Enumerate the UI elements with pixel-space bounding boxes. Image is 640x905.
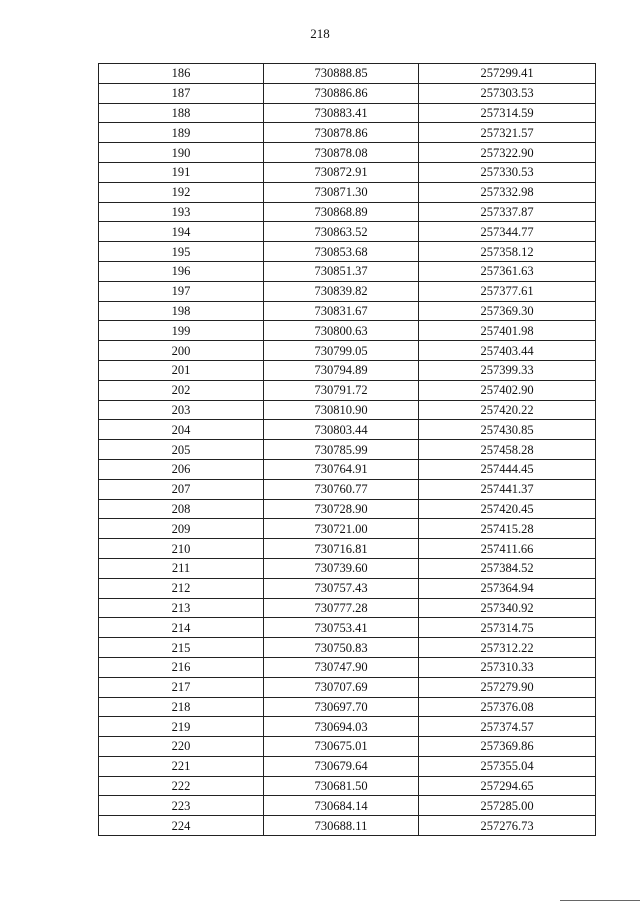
point-number-cell: 224	[99, 816, 264, 836]
table-row	[99, 618, 596, 638]
y-coordinate-cell: 257322.90	[419, 143, 596, 163]
table-row	[99, 420, 596, 440]
y-coordinate-cell: 257312.22	[419, 638, 596, 658]
x-coordinate-cell: 730697.70	[264, 697, 419, 717]
y-coordinate-cell: 257340.92	[419, 598, 596, 618]
x-coordinate-cell: 730810.90	[264, 400, 419, 420]
y-coordinate-cell: 257374.57	[419, 717, 596, 737]
y-coordinate-cell: 257420.22	[419, 400, 596, 420]
x-coordinate-cell: 730688.11	[264, 816, 419, 836]
table-row	[99, 499, 596, 519]
y-coordinate-cell: 257314.75	[419, 618, 596, 638]
y-coordinate-cell: 257430.85	[419, 420, 596, 440]
y-coordinate-cell: 257402.90	[419, 380, 596, 400]
x-coordinate-cell: 730728.90	[264, 499, 419, 519]
table-row	[99, 64, 596, 84]
point-number-cell: 201	[99, 360, 264, 380]
y-coordinate-cell: 257355.04	[419, 756, 596, 776]
point-number-cell: 208	[99, 499, 264, 519]
x-coordinate-cell: 730694.03	[264, 717, 419, 737]
x-coordinate-cell: 730721.00	[264, 519, 419, 539]
y-coordinate-cell: 257369.86	[419, 737, 596, 757]
y-coordinate-cell: 257369.30	[419, 301, 596, 321]
point-number-cell: 197	[99, 281, 264, 301]
table-row	[99, 459, 596, 479]
y-coordinate-cell: 257399.33	[419, 360, 596, 380]
point-number-cell: 212	[99, 578, 264, 598]
x-coordinate-cell: 730679.64	[264, 756, 419, 776]
y-coordinate-cell: 257344.77	[419, 222, 596, 242]
table-row	[99, 261, 596, 281]
table-body	[99, 64, 596, 836]
table-row	[99, 776, 596, 796]
y-coordinate-cell: 257361.63	[419, 261, 596, 281]
table-row	[99, 162, 596, 182]
point-number-cell: 188	[99, 103, 264, 123]
table-row	[99, 697, 596, 717]
point-number-cell: 210	[99, 539, 264, 559]
table-row	[99, 816, 596, 836]
x-coordinate-cell: 730839.82	[264, 281, 419, 301]
page-edge-line	[560, 900, 640, 901]
x-coordinate-cell: 730757.43	[264, 578, 419, 598]
y-coordinate-cell: 257444.45	[419, 459, 596, 479]
x-coordinate-cell: 730794.89	[264, 360, 419, 380]
table-row	[99, 638, 596, 658]
point-number-cell: 223	[99, 796, 264, 816]
point-number-cell: 218	[99, 697, 264, 717]
x-coordinate-cell: 730871.30	[264, 182, 419, 202]
y-coordinate-cell: 257441.37	[419, 479, 596, 499]
table-row	[99, 598, 596, 618]
x-coordinate-cell: 730684.14	[264, 796, 419, 816]
table-row	[99, 143, 596, 163]
y-coordinate-cell: 257337.87	[419, 202, 596, 222]
table-row	[99, 103, 596, 123]
point-number-cell: 209	[99, 519, 264, 539]
point-number-cell: 192	[99, 182, 264, 202]
table-row	[99, 123, 596, 143]
table-row	[99, 677, 596, 697]
x-coordinate-cell: 730747.90	[264, 657, 419, 677]
point-number-cell: 204	[99, 420, 264, 440]
x-coordinate-cell: 730853.68	[264, 242, 419, 262]
y-coordinate-cell: 257420.45	[419, 499, 596, 519]
point-number-cell: 216	[99, 657, 264, 677]
table-row	[99, 519, 596, 539]
point-number-cell: 219	[99, 717, 264, 737]
page-number: 218	[310, 26, 330, 41]
coordinates-table	[98, 63, 596, 836]
x-coordinate-cell: 730764.91	[264, 459, 419, 479]
y-coordinate-cell: 257376.08	[419, 697, 596, 717]
point-number-cell: 220	[99, 737, 264, 757]
table-row	[99, 657, 596, 677]
point-number-cell: 213	[99, 598, 264, 618]
x-coordinate-cell: 730831.67	[264, 301, 419, 321]
point-number-cell: 215	[99, 638, 264, 658]
point-number-cell: 195	[99, 242, 264, 262]
y-coordinate-cell: 257384.52	[419, 558, 596, 578]
y-coordinate-cell: 257401.98	[419, 321, 596, 341]
y-coordinate-cell: 257364.94	[419, 578, 596, 598]
x-coordinate-cell: 730760.77	[264, 479, 419, 499]
point-number-cell: 221	[99, 756, 264, 776]
x-coordinate-cell: 730681.50	[264, 776, 419, 796]
table-row	[99, 737, 596, 757]
y-coordinate-cell: 257358.12	[419, 242, 596, 262]
point-number-cell: 217	[99, 677, 264, 697]
point-number-cell: 214	[99, 618, 264, 638]
x-coordinate-cell: 730878.08	[264, 143, 419, 163]
x-coordinate-cell: 730753.41	[264, 618, 419, 638]
table-row	[99, 341, 596, 361]
table-row	[99, 242, 596, 262]
x-coordinate-cell: 730791.72	[264, 380, 419, 400]
x-coordinate-cell: 730739.60	[264, 558, 419, 578]
x-coordinate-cell: 730777.28	[264, 598, 419, 618]
table-row	[99, 400, 596, 420]
x-coordinate-cell: 730883.41	[264, 103, 419, 123]
x-coordinate-cell: 730868.89	[264, 202, 419, 222]
y-coordinate-cell: 257299.41	[419, 64, 596, 84]
table-row	[99, 301, 596, 321]
point-number-cell: 203	[99, 400, 264, 420]
point-number-cell: 205	[99, 440, 264, 460]
point-number-cell: 198	[99, 301, 264, 321]
x-coordinate-cell: 730863.52	[264, 222, 419, 242]
table-row	[99, 717, 596, 737]
table-row	[99, 796, 596, 816]
y-coordinate-cell: 257415.28	[419, 519, 596, 539]
table-row	[99, 440, 596, 460]
x-coordinate-cell: 730878.86	[264, 123, 419, 143]
y-coordinate-cell: 257285.00	[419, 796, 596, 816]
y-coordinate-cell: 257330.53	[419, 162, 596, 182]
table-row	[99, 380, 596, 400]
point-number-cell: 206	[99, 459, 264, 479]
table-row	[99, 222, 596, 242]
point-number-cell: 189	[99, 123, 264, 143]
y-coordinate-cell: 257403.44	[419, 341, 596, 361]
point-number-cell: 199	[99, 321, 264, 341]
x-coordinate-cell: 730750.83	[264, 638, 419, 658]
x-coordinate-cell: 730803.44	[264, 420, 419, 440]
table-row	[99, 281, 596, 301]
point-number-cell: 222	[99, 776, 264, 796]
x-coordinate-cell: 730888.85	[264, 64, 419, 84]
point-number-cell: 211	[99, 558, 264, 578]
point-number-cell: 190	[99, 143, 264, 163]
point-number-cell: 194	[99, 222, 264, 242]
point-number-cell: 196	[99, 261, 264, 281]
x-coordinate-cell: 730799.05	[264, 341, 419, 361]
table-row	[99, 756, 596, 776]
point-number-cell: 191	[99, 162, 264, 182]
x-coordinate-cell: 730707.69	[264, 677, 419, 697]
point-number-cell: 186	[99, 64, 264, 84]
x-coordinate-cell: 730886.86	[264, 83, 419, 103]
y-coordinate-cell: 257377.61	[419, 281, 596, 301]
point-number-cell: 193	[99, 202, 264, 222]
table-row	[99, 202, 596, 222]
x-coordinate-cell: 730872.91	[264, 162, 419, 182]
y-coordinate-cell: 257411.66	[419, 539, 596, 559]
point-number-cell: 202	[99, 380, 264, 400]
table-row	[99, 539, 596, 559]
y-coordinate-cell: 257314.59	[419, 103, 596, 123]
y-coordinate-cell: 257458.28	[419, 440, 596, 460]
table-row	[99, 83, 596, 103]
x-coordinate-cell: 730785.99	[264, 440, 419, 460]
table-row	[99, 558, 596, 578]
table-row	[99, 578, 596, 598]
table-row	[99, 479, 596, 499]
y-coordinate-cell: 257310.33	[419, 657, 596, 677]
table-row	[99, 321, 596, 341]
table-row	[99, 360, 596, 380]
y-coordinate-cell: 257321.57	[419, 123, 596, 143]
y-coordinate-cell: 257294.65	[419, 776, 596, 796]
x-coordinate-cell: 730716.81	[264, 539, 419, 559]
y-coordinate-cell: 257279.90	[419, 677, 596, 697]
x-coordinate-cell: 730800.63	[264, 321, 419, 341]
point-number-cell: 187	[99, 83, 264, 103]
y-coordinate-cell: 257276.73	[419, 816, 596, 836]
point-number-cell: 207	[99, 479, 264, 499]
table-row	[99, 182, 596, 202]
point-number-cell: 200	[99, 341, 264, 361]
y-coordinate-cell: 257303.53	[419, 83, 596, 103]
x-coordinate-cell: 730851.37	[264, 261, 419, 281]
x-coordinate-cell: 730675.01	[264, 737, 419, 757]
y-coordinate-cell: 257332.98	[419, 182, 596, 202]
